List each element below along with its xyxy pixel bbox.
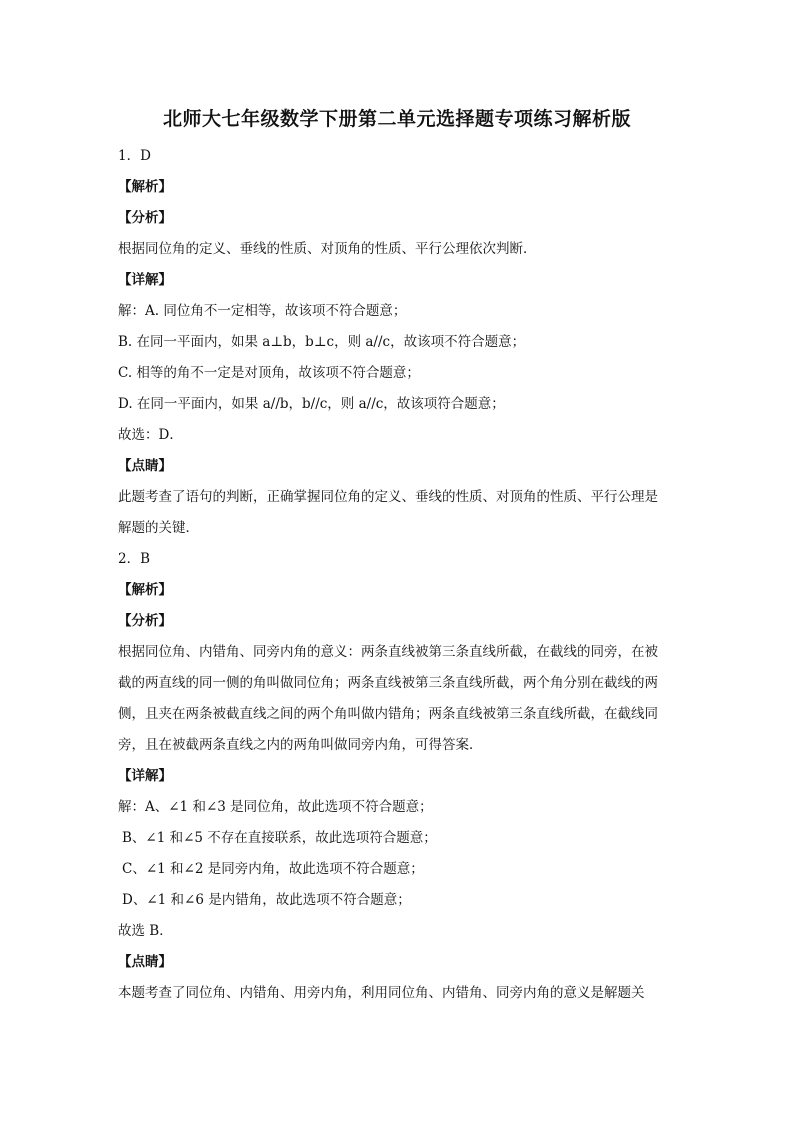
section-heading: 【详解】 [118, 768, 172, 784]
text-line: 旁，且在被截两条直线之内的两角叫做同旁内角，可得答案． [118, 737, 483, 753]
section-heading: 【分析】 [118, 210, 172, 226]
text-line: C、∠1 和∠2 是同旁内角，故此选项不符合题意； [122, 861, 424, 877]
text-line: B. 在同一平面内，如果 a⊥b，b⊥c，则 a//c，故该项不符合题意； [118, 334, 526, 350]
text-line: 此题考查了语句的判断，正确掌握同位角的定义、垂线的性质、对顶角的性质、平行公理是 [118, 489, 658, 505]
section-heading: 【解析】 [118, 582, 172, 598]
text-line: C. 相等的角不一定是对顶角，故该项不符合题意； [118, 365, 420, 381]
text-line: 解题的关键． [118, 520, 199, 536]
text-line: D. 在同一平面内，如果 a//b，b//c，则 a//c，故该项符合题意； [118, 396, 505, 412]
section-heading: 【分析】 [118, 613, 172, 629]
section-heading: 【解析】 [118, 179, 172, 195]
text-line: 截的两直线的同一侧的角叫做同位角；两条直线被第三条直线所截，两个角分别在截线的两 [118, 675, 658, 691]
section-heading: 【点睛】 [118, 458, 172, 474]
text-line: 侧，且夹在两条被截直线之间的两个角叫做内错角；两条直线被第三条直线所截，在截线同 [118, 706, 658, 722]
section-heading: 【详解】 [118, 272, 172, 288]
text-line: 故选：D． [118, 427, 183, 443]
text-line: B、∠1 和∠5 不存在直接联系，故此选项符合题意； [122, 830, 437, 846]
text-line: D、∠1 和∠6 是内错角，故此选项不符合题意； [122, 892, 411, 908]
answer-number: 1．D [118, 148, 151, 164]
answer-number: 2．B [118, 551, 151, 567]
page-title: 北师大七年级数学下册第二单元选择题专项练习解析版 [162, 108, 631, 130]
text-line: 本题考查了同位角、内错角、用旁内角，利用同位角、内错角、同旁内角的意义是解题关 [118, 985, 645, 1001]
text-line: 根据同位角、内错角、同旁内角的意义：两条直线被第三条直线所截，在截线的同旁，在被 [118, 644, 658, 660]
text-line: 故选 B． [118, 923, 173, 939]
section-heading: 【点睛】 [118, 954, 172, 970]
text-line: 解：A、∠1 和∠3 是同位角，故此选项不符合题意； [118, 799, 433, 815]
text-line: 根据同位角的定义、垂线的性质、对顶角的性质、平行公理依次判断． [118, 241, 537, 257]
text-line: 解：A. 同位角不一定相等，故该项不符合题意； [118, 303, 407, 319]
